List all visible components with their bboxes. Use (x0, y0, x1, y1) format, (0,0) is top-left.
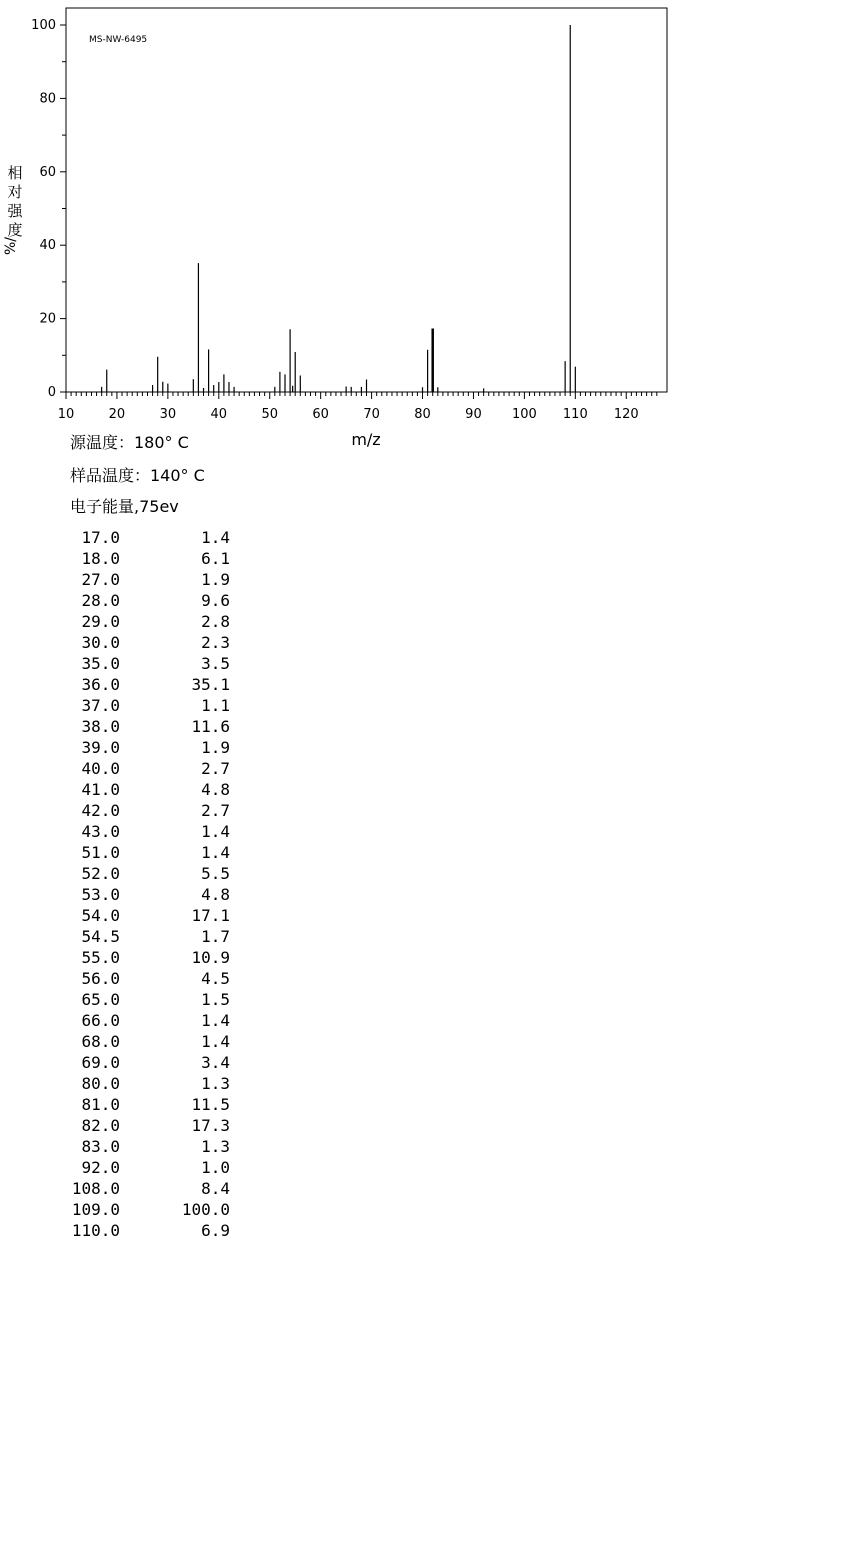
peak-intensity: 100.0 (181, 1200, 230, 1219)
peak-mz: 54.5 (81, 927, 120, 946)
peak-intensity: 1.9 (201, 570, 230, 589)
peak-mz: 53.0 (81, 885, 120, 904)
x-tick-label: 120 (613, 407, 639, 422)
peak-table-row (60, 633, 230, 654)
y-tick-label: 60 (39, 164, 56, 180)
peak-intensity: 4.8 (201, 780, 230, 799)
peak-intensity: 1.4 (201, 822, 230, 841)
peak-table-row (60, 1116, 230, 1137)
y-axis-title (3, 164, 23, 255)
peak-intensity: 1.1 (201, 696, 230, 715)
x-tick-label: 40 (210, 407, 228, 422)
electron-energy: 电子能量,75ev (70, 497, 179, 516)
peak-table-row (60, 801, 230, 822)
peak-intensity: 1.4 (201, 1032, 230, 1051)
peak-mz: 27.0 (81, 570, 120, 589)
peak-mz: 38.0 (81, 717, 120, 736)
peak-table-row (60, 654, 230, 675)
peak-intensity: 8.4 (201, 1179, 230, 1198)
x-axis (58, 392, 657, 422)
peak-intensity: 1.3 (201, 1074, 230, 1093)
x-tick-label: 10 (57, 407, 75, 422)
peak-intensity: 17.1 (191, 906, 230, 925)
x-tick-label: 50 (261, 407, 279, 422)
peak-table-row (60, 1221, 230, 1242)
peak-mz: 51.0 (81, 843, 120, 862)
peak-intensity: 9.6 (201, 591, 230, 610)
peak-intensity: 1.3 (201, 1137, 230, 1156)
y-axis-title-char: 对 (7, 183, 23, 201)
peak-mz: 108.0 (71, 1179, 120, 1198)
x-tick-label: 110 (562, 407, 588, 422)
peak-mz: 35.0 (81, 654, 120, 673)
peak-table-row (60, 1074, 230, 1095)
peak-mz: 30.0 (81, 633, 120, 652)
peak-mz: 36.0 (81, 675, 120, 694)
y-tick-label: 0 (47, 385, 56, 400)
source-temperature: 源温度：180° C (70, 433, 189, 452)
x-tick-label: 60 (312, 407, 329, 422)
peak-table-row (60, 1095, 230, 1116)
peak-table-row (60, 696, 230, 717)
y-tick-label: 20 (39, 311, 56, 327)
y-tick-label: 40 (39, 238, 56, 254)
peak-table-row (60, 927, 230, 948)
peak-table-row (60, 1053, 230, 1074)
x-tick-label: 100 (511, 407, 537, 422)
x-tick-label: 70 (363, 407, 380, 422)
sample-temperature: 样品温度：140° C (70, 466, 205, 485)
peak-table-row (60, 1179, 230, 1200)
chart-title: MS-NW-6495 (89, 35, 148, 45)
peak-intensity: 35.1 (191, 675, 230, 694)
peak-intensity: 1.5 (201, 990, 230, 1009)
peak-intensity: 6.1 (201, 549, 230, 568)
y-tick-label: 100 (31, 18, 56, 33)
peak-table-row (60, 675, 230, 696)
peak-intensity: 1.7 (201, 927, 230, 946)
peak-mz: 42.0 (81, 801, 120, 820)
x-tick-label: 20 (108, 407, 126, 422)
peak-table-row (60, 780, 230, 801)
y-axis-title-char: 强 (7, 202, 23, 220)
peak-mz: 81.0 (81, 1095, 120, 1114)
peak-intensity: 2.7 (201, 801, 230, 820)
peak-mz: 109.0 (71, 1200, 120, 1219)
y-axis-title-char: 度 (7, 221, 23, 239)
peak-intensity: 2.3 (201, 633, 230, 652)
peak-mz: 17.0 (81, 528, 120, 547)
peak-intensity: 6.9 (201, 1221, 230, 1240)
peak-mz: 83.0 (81, 1137, 120, 1156)
peak-table-row (60, 885, 230, 906)
x-tick-label: 80 (414, 407, 431, 422)
peak-table-row (60, 948, 230, 969)
peak-table-row (60, 906, 230, 927)
y-axis-title-unit: %/ (3, 236, 19, 256)
peak-table-row (60, 570, 230, 591)
y-axis (31, 18, 66, 400)
peak-intensity: 4.5 (201, 969, 230, 988)
peak-intensity: 1.9 (201, 738, 230, 757)
y-tick-label: 80 (39, 91, 56, 107)
peak-intensity: 1.0 (201, 1158, 230, 1177)
peak-table-row (60, 1158, 230, 1179)
spectrum-peaks (102, 25, 576, 392)
peak-table-row (60, 1011, 230, 1032)
peak-mz: 69.0 (81, 1053, 120, 1072)
peak-table-row (60, 969, 230, 990)
plot-frame (66, 8, 667, 392)
peak-intensity: 1.4 (201, 528, 230, 547)
peak-intensity: 4.8 (201, 885, 230, 904)
y-axis-title-char: 相 (7, 164, 23, 182)
peak-mz: 43.0 (81, 822, 120, 841)
peak-intensity: 5.5 (201, 864, 230, 883)
peak-mz: 37.0 (81, 696, 120, 715)
peak-intensity: 2.8 (201, 612, 230, 631)
x-tick-label: 90 (465, 407, 482, 422)
peak-mz: 92.0 (81, 1158, 120, 1177)
peak-mz: 110.0 (71, 1221, 120, 1240)
peak-mz: 18.0 (81, 549, 120, 568)
peak-intensity: 10.9 (191, 948, 230, 967)
peak-intensity: 2.7 (201, 759, 230, 778)
peak-table-row (60, 591, 230, 612)
peak-table-row (60, 990, 230, 1011)
peak-table-row (60, 528, 230, 549)
peak-mz: 56.0 (81, 969, 120, 988)
peak-intensity: 3.4 (201, 1053, 230, 1072)
peak-table-row (60, 549, 230, 570)
peak-table-row (60, 717, 230, 738)
peak-table-row (60, 1032, 230, 1053)
peak-mz: 54.0 (81, 906, 120, 925)
peak-mz: 82.0 (81, 1116, 120, 1135)
peak-table-row (60, 822, 230, 843)
x-axis-title: m/z (351, 430, 381, 449)
peak-intensity: 11.6 (191, 717, 230, 736)
peak-intensity: 11.5 (191, 1095, 230, 1114)
mass-spectrum-chart (0, 0, 850, 460)
peak-table-row (60, 1137, 230, 1158)
peak-mz: 65.0 (81, 990, 120, 1009)
peak-mz: 39.0 (81, 738, 120, 757)
peak-intensity: 1.4 (201, 843, 230, 862)
peak-intensity: 1.4 (201, 1011, 230, 1030)
peak-mz: 68.0 (81, 1032, 120, 1051)
peak-mz: 29.0 (81, 612, 120, 631)
peak-table-row (60, 843, 230, 864)
peak-mz: 52.0 (81, 864, 120, 883)
peak-table-row (60, 759, 230, 780)
peak-intensity: 17.3 (191, 1116, 230, 1135)
peak-mz: 40.0 (81, 759, 120, 778)
peak-table-row (60, 612, 230, 633)
peak-table-row (60, 738, 230, 759)
peak-mz: 80.0 (81, 1074, 120, 1093)
peak-mz: 28.0 (81, 591, 120, 610)
peak-table (60, 528, 230, 1242)
peak-mz: 41.0 (81, 780, 120, 799)
peak-mz: 66.0 (81, 1011, 120, 1030)
peak-mz: 55.0 (81, 948, 120, 967)
peak-intensity: 3.5 (201, 654, 230, 673)
peak-table-row (60, 1200, 230, 1221)
x-tick-label: 30 (159, 407, 177, 422)
peak-table-row (60, 864, 230, 885)
